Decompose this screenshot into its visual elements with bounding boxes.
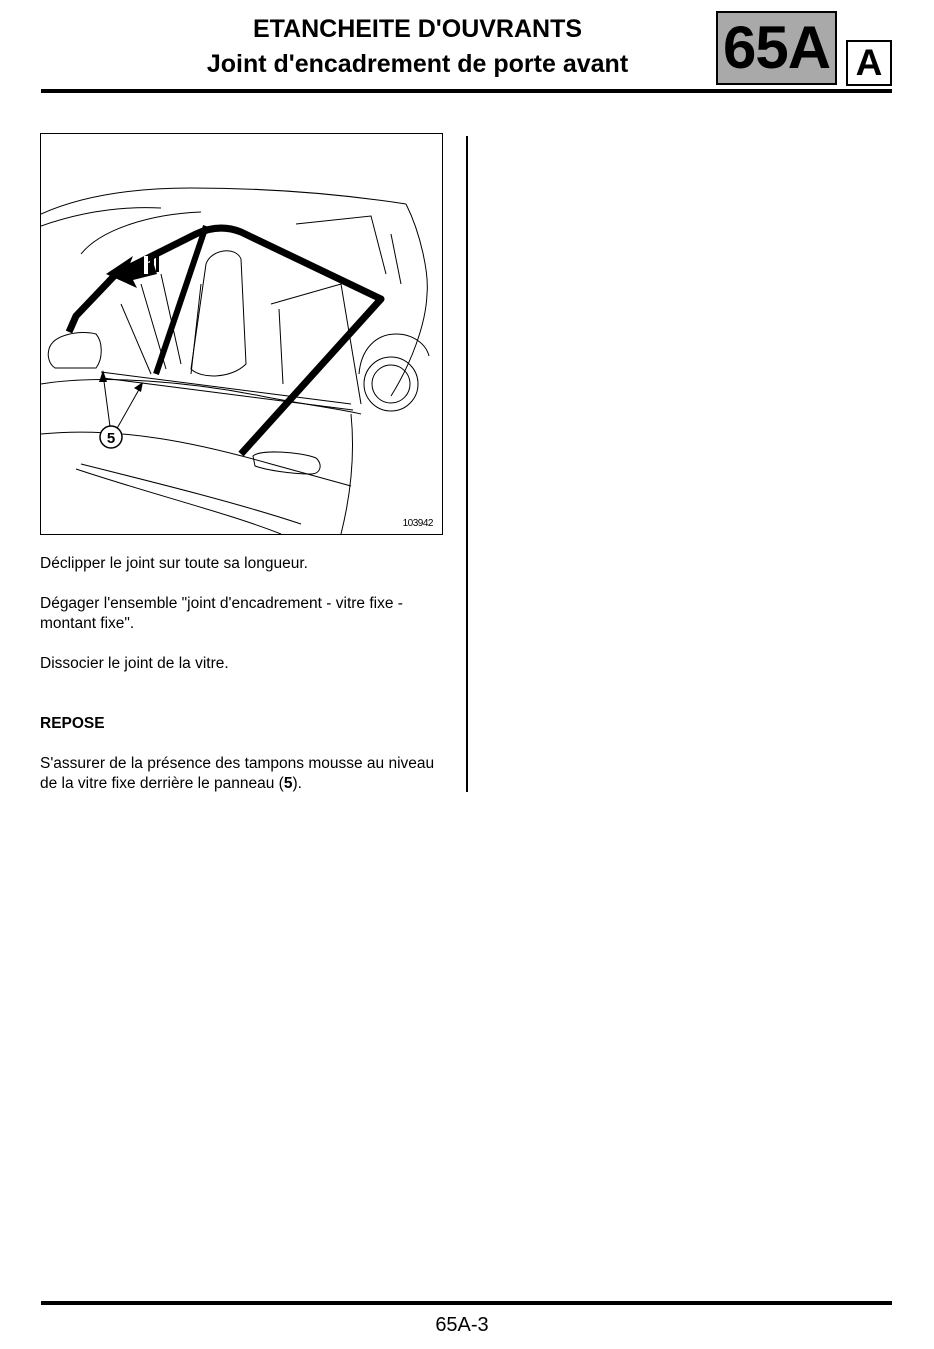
paragraph-release-assembly: Dégager l'ensemble "joint d'encadrement - vitre fixe - montant fixe". — [40, 595, 403, 632]
figure-reference-number: 103942 — [402, 518, 433, 529]
paragraph-unclip: Déclipper le joint sur toute sa longueur. — [40, 555, 308, 572]
paragraph-foam-pads — [40, 754, 450, 794]
paragraph-foam-pads-end: ). — [292, 775, 302, 792]
callout-5-label: 5 — [106, 430, 116, 447]
page-title — [150, 12, 685, 82]
page-number: 65A-3 — [435, 1314, 489, 1336]
title-line-1: ETANCHEITE D'OUVRANTS — [252, 15, 583, 43]
header-rule — [41, 89, 892, 93]
section-heading-repose: REPOSE — [40, 715, 105, 732]
variant-badge: A — [846, 40, 892, 86]
chapter-badge: 65A — [716, 11, 837, 85]
column-divider — [466, 136, 468, 792]
title-line-2: Joint d'encadrement de porte avant — [206, 50, 629, 78]
door-seal-illustration — [40, 133, 443, 535]
car-door-drawing — [41, 134, 442, 534]
footer-rule — [41, 1301, 892, 1305]
panel-reference: 5 — [283, 775, 293, 792]
paragraph-separate-seal: Dissocier le joint de la vitre. — [40, 655, 229, 672]
paragraph-foam-pads-text: S'assurer de la présence des tampons mousse au niveau de la vitre fixe derrière le panneau ( — [40, 755, 435, 792]
